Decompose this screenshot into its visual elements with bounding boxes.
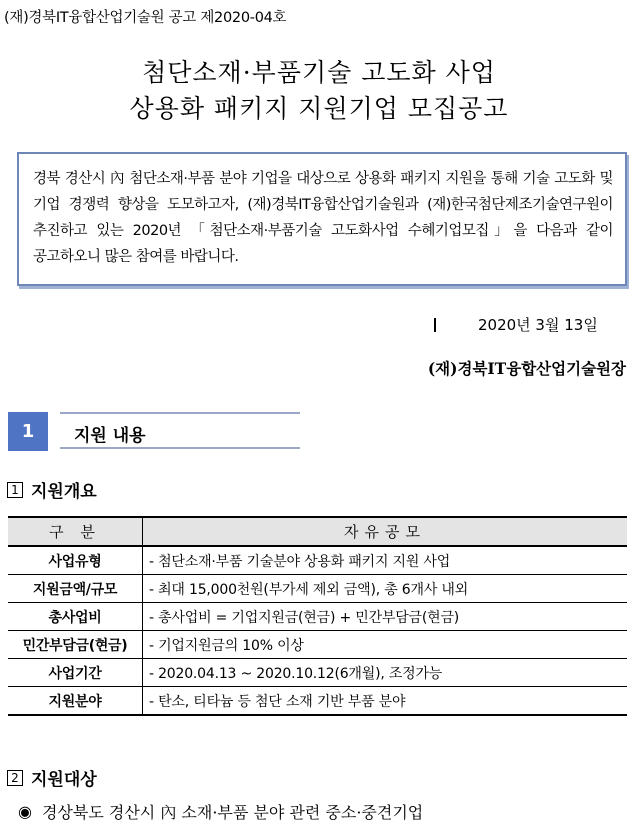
- row-value: - 기업지원금의 10% 이상: [143, 631, 628, 659]
- row-label: 지원금액/규모: [8, 575, 143, 603]
- subsection-overview: [7, 477, 97, 502]
- intro-box: [17, 152, 627, 286]
- table-row: [8, 631, 627, 659]
- subsection-title: 지원개요: [31, 482, 97, 502]
- target-item: [18, 800, 423, 823]
- row-value: - 2020.04.13 ~ 2020.10.12(6개월), 조정가능: [143, 659, 628, 687]
- issuer-name: (재)경북IT융합산업기술원장: [427, 359, 626, 378]
- announcement-date: 2020년 3월 13일: [478, 316, 598, 334]
- subsection-number-box: 1: [7, 482, 23, 498]
- section-title-box: [60, 412, 300, 449]
- row-label: 사업유형: [8, 546, 143, 575]
- table-header-category: 구 분: [8, 517, 143, 546]
- table-row: [8, 687, 627, 716]
- subsection-title: 지원대상: [31, 770, 97, 790]
- table-row: [8, 659, 627, 687]
- intro-text: 경북 경산시 內 첨단소재·부품 분야 기업을 대상으로 상용화 패키지 지원을 통해 기술 고도화 및 기업 경쟁력 향상을 도모하고자, (재)경북IT융합산업기술원과 (재)한국첨단제조기술연구원이 추진하고 있는 2020년 「첨단소재·부품기술 고도화사업 수혜기업모집」을 다음과 같이 공고하오니 많은 참여를 바랍니다.: [33, 171, 613, 265]
- row-label: 총사업비: [8, 603, 143, 631]
- page-title-line1: 첨단소재·부품기술 고도화 사업: [142, 58, 496, 87]
- table-row: [8, 603, 627, 631]
- row-label: 사업기간: [8, 659, 143, 687]
- table-row: [8, 575, 627, 603]
- section-number-badge: 1: [8, 412, 48, 451]
- row-value: - 최대 15,000천원(부가세 제외 금액), 총 6개사 내외: [143, 575, 628, 603]
- subsection-number-box: 2: [7, 770, 23, 786]
- subsection-target: [7, 765, 97, 790]
- row-label: 민간부담금(현금): [8, 631, 143, 659]
- date-separator: [434, 318, 436, 332]
- document-number: (재)경북IT융합산업기술원 공고 제2020-04호: [4, 10, 287, 26]
- row-value: - 탄소, 티타늄 등 첨단 소재 기반 부품 분야: [143, 687, 628, 716]
- row-label: 지원분야: [8, 687, 143, 716]
- table-header-row: [8, 517, 627, 546]
- row-value: - 총사업비 = 기업지원금(현금) + 민간부담금(현금): [143, 603, 628, 631]
- target-text: 경상북도 경산시 內 소재·부품 분야 관련 중소·중견기업: [41, 803, 424, 822]
- section-title: 지원 내용: [74, 426, 146, 446]
- circle-bullet-icon: ◉: [18, 802, 32, 821]
- table-row: [8, 546, 627, 575]
- support-overview-table: [8, 516, 627, 716]
- row-value: - 첨단소재·부품 기술분야 상용화 패키지 지원 사업: [143, 546, 628, 575]
- table-header-open-call: 자유공모: [143, 517, 628, 546]
- page-title-line2: 상용화 패키지 지원기업 모집공고: [129, 94, 509, 123]
